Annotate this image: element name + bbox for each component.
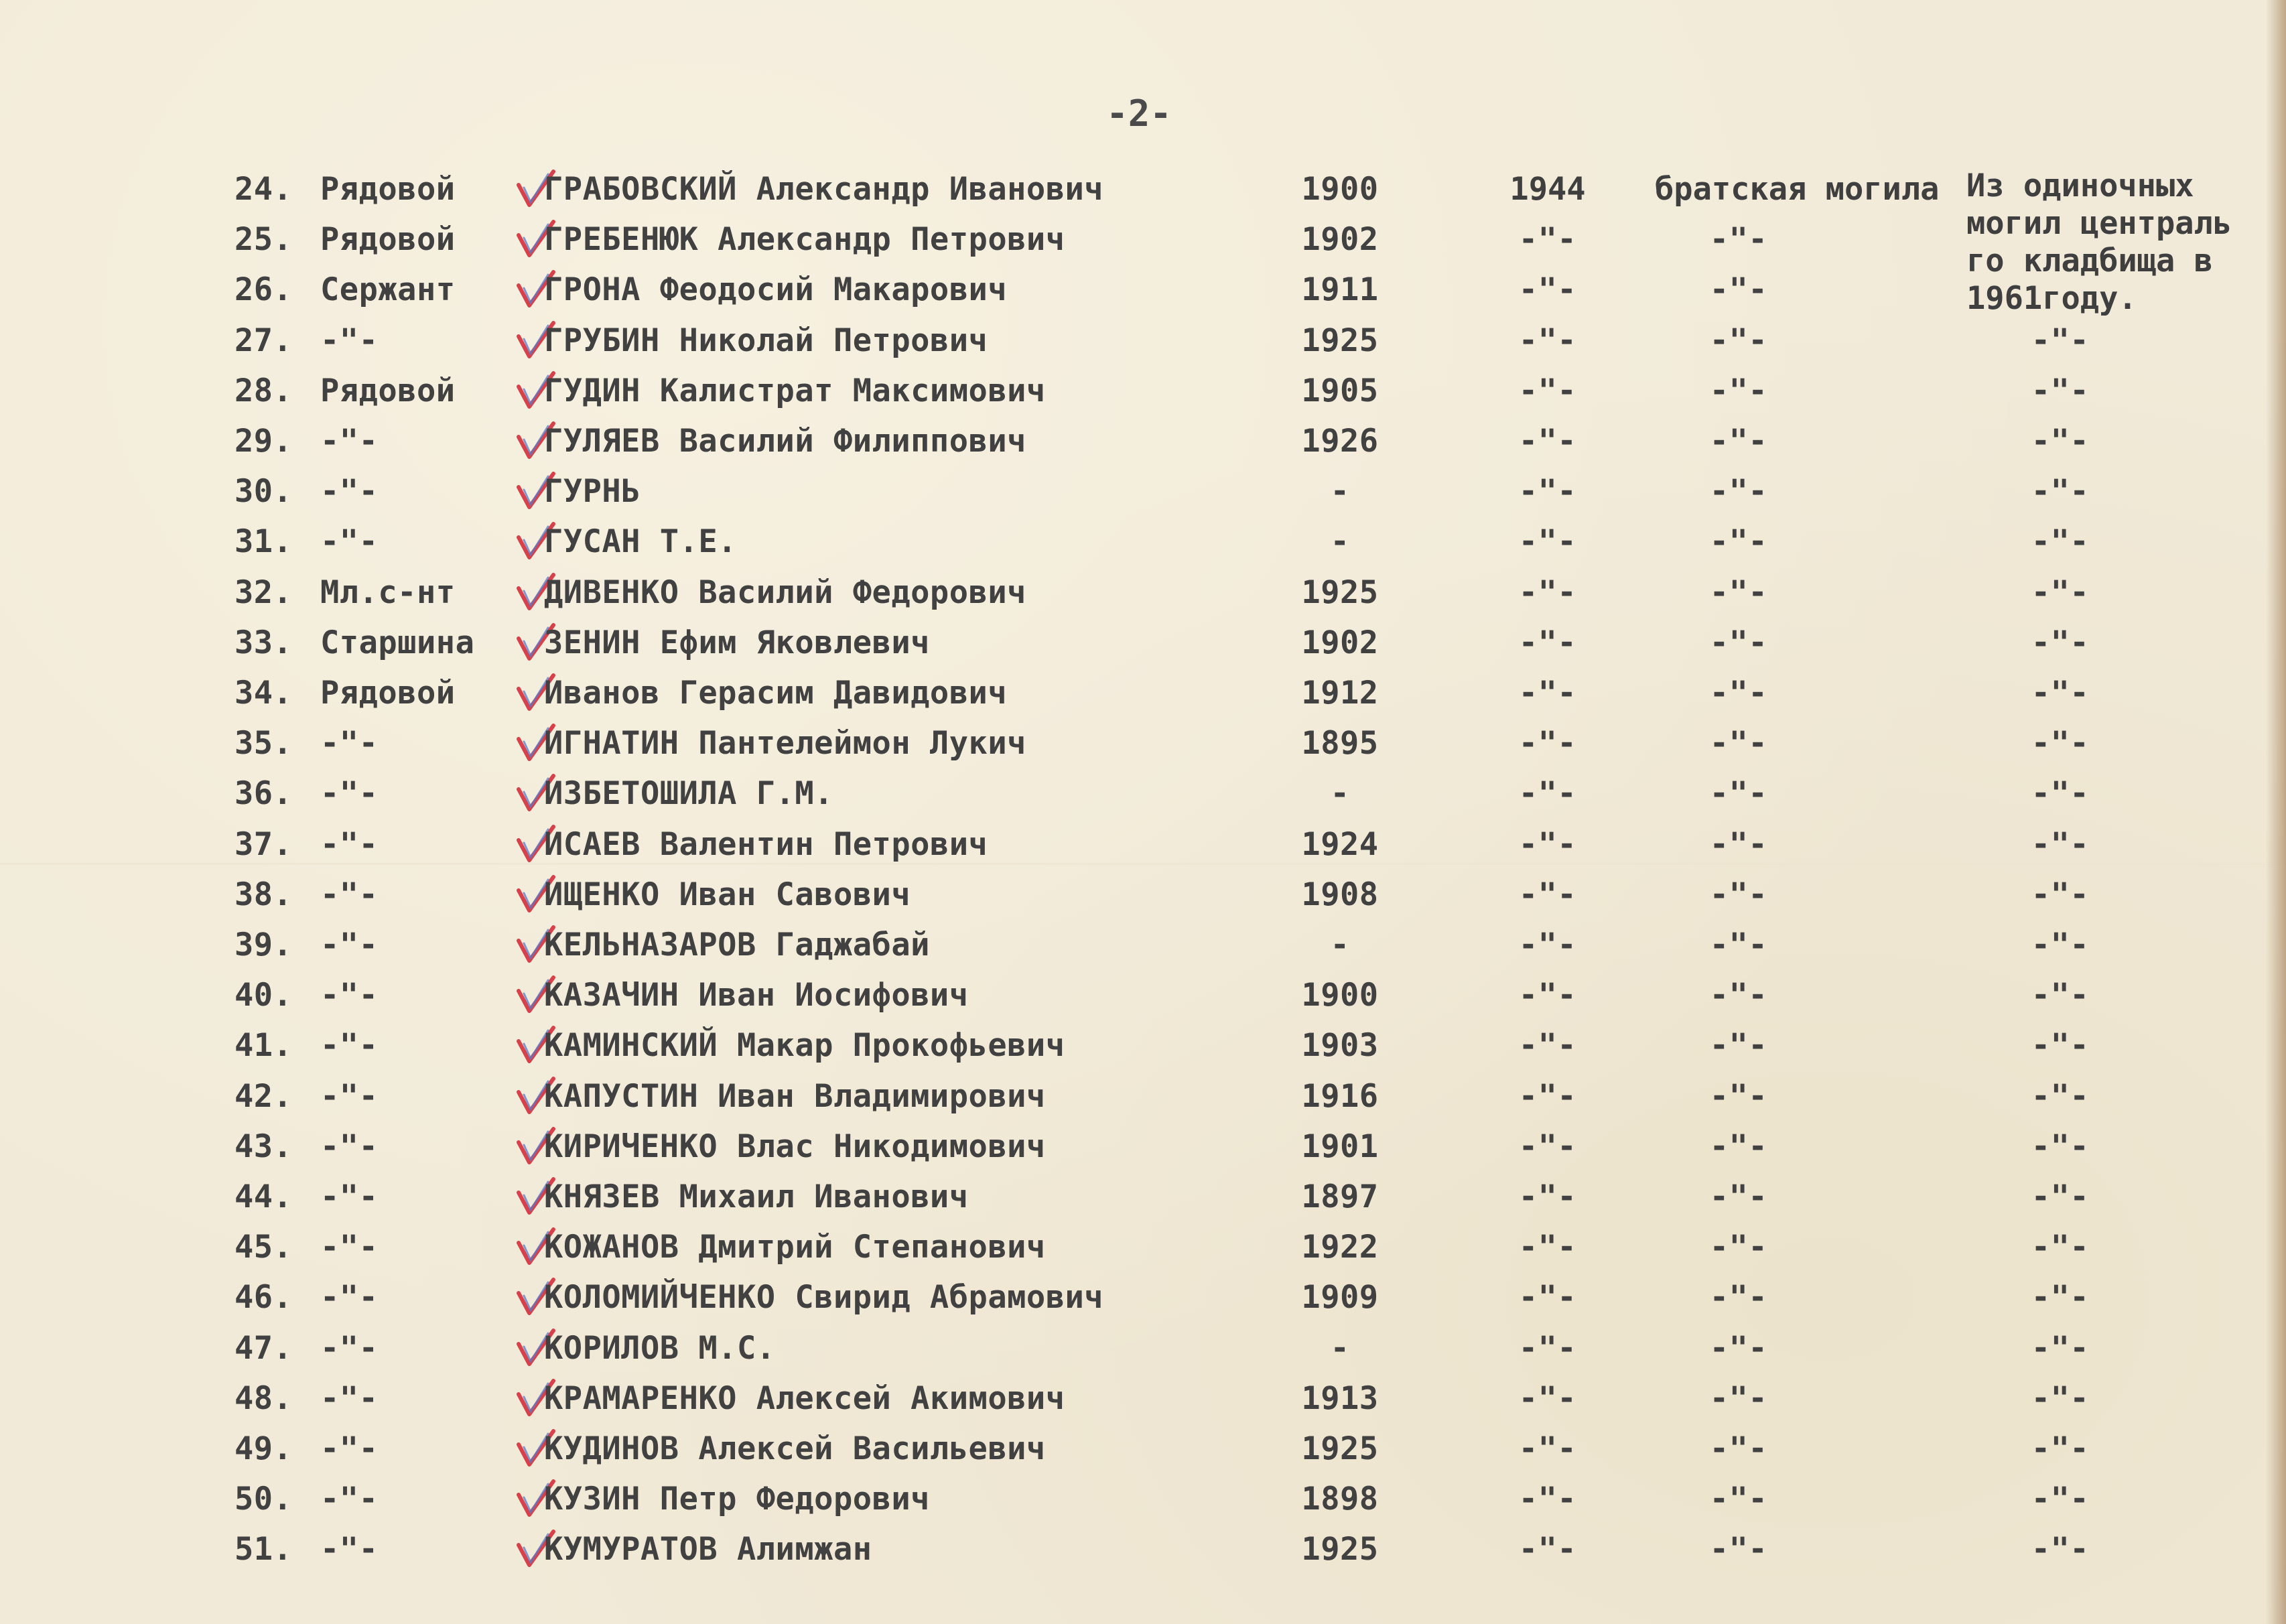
rank: -"- [320, 473, 379, 511]
death-year: -"- [1518, 1128, 1577, 1165]
table-row [0, 1426, 2286, 1473]
rank: -"- [320, 927, 379, 963]
death-year: -"- [1518, 473, 1577, 511]
row-number: 28. [234, 372, 293, 409]
death-year: -"- [1518, 221, 1577, 259]
row-number: 44. [234, 1178, 293, 1215]
rank: Рядовой [320, 372, 456, 409]
birth-year: 1902 [1301, 624, 1379, 661]
burial-place: -"- [1709, 725, 1768, 762]
death-year: -"- [1518, 1430, 1577, 1467]
birth-year: 1911 [1301, 271, 1379, 309]
table-row [0, 519, 2286, 565]
row-number: 31. [234, 523, 293, 561]
burial-place: -"- [1709, 876, 1768, 913]
row-number: 41. [234, 1027, 293, 1065]
burial-place: -"- [1709, 423, 1768, 460]
row-number: 51. [234, 1531, 293, 1568]
death-year: -"- [1518, 523, 1577, 561]
death-year: -"- [1518, 1178, 1577, 1215]
burial-place: -"- [1709, 573, 1768, 611]
reburial-note-ditto: -"- [2031, 423, 2090, 460]
birth-year: 1901 [1301, 1128, 1379, 1165]
birth-year: 1909 [1301, 1279, 1379, 1316]
row-number: 42. [234, 1077, 293, 1115]
soldier-name: КРАМАРЕНКО Алексей Акимович [544, 1379, 1065, 1417]
burial-place: -"- [1709, 523, 1768, 561]
table-row [0, 1022, 2286, 1069]
soldier-name: ГУЛЯЕВ Василий Филиппович [544, 423, 1026, 460]
table-row [0, 1526, 2286, 1573]
soldier-name: ИСАЕВ Валентин Петрович [544, 825, 988, 863]
death-year: -"- [1518, 725, 1577, 762]
burial-place: -"- [1709, 1027, 1768, 1065]
birth-year: - [1330, 775, 1350, 813]
reburial-note-ditto: -"- [2031, 1027, 2090, 1065]
row-number: 26. [234, 271, 293, 309]
birth-year: 1900 [1301, 171, 1379, 208]
rank: -"- [320, 1027, 379, 1065]
reburial-note-ditto: -"- [2031, 977, 2090, 1014]
death-year: -"- [1518, 1229, 1577, 1266]
death-year: -"- [1518, 624, 1577, 661]
reburial-note-line: Из одиночных [1966, 167, 2194, 204]
table-row [0, 1224, 2286, 1271]
reburial-note-line: могил централь [1966, 205, 2232, 242]
table-row [0, 1124, 2286, 1170]
birth-year: - [1330, 1329, 1350, 1367]
soldier-name: КАПУСТИН Иван Владимирович [544, 1077, 1046, 1115]
burial-place: -"- [1709, 675, 1768, 712]
burial-place: -"- [1709, 977, 1768, 1014]
reburial-note-ditto: -"- [2031, 725, 2090, 762]
soldier-name: ИЗБЕТОШИЛА Г.М. [544, 775, 833, 813]
row-number: 49. [234, 1430, 293, 1467]
rank: Рядовой [320, 171, 456, 208]
burial-place: -"- [1709, 1229, 1768, 1266]
death-year: -"- [1518, 1077, 1577, 1115]
reburial-note-ditto: -"- [2031, 1481, 2090, 1518]
rank: -"- [320, 423, 379, 460]
table-row [0, 770, 2286, 817]
birth-year: 1925 [1301, 322, 1379, 359]
reburial-note-ditto: -"- [2031, 322, 2090, 359]
birth-year: 1897 [1301, 1178, 1379, 1215]
birth-year: 1925 [1301, 1531, 1379, 1568]
burial-place: -"- [1709, 1481, 1768, 1518]
rank: -"- [320, 1329, 379, 1367]
table-row [0, 720, 2286, 767]
reburial-note-ditto: -"- [2031, 876, 2090, 913]
table-row [0, 318, 2286, 364]
birth-year: 1908 [1301, 876, 1379, 913]
row-number: 36. [234, 775, 293, 813]
reburial-note-ditto: -"- [2031, 825, 2090, 863]
rank: Старшина [320, 624, 475, 661]
birth-year: 1900 [1301, 977, 1379, 1014]
rank: Рядовой [320, 221, 456, 259]
death-year: -"- [1518, 271, 1577, 309]
row-number: 46. [234, 1279, 293, 1316]
death-year: -"- [1518, 927, 1577, 963]
burial-place: -"- [1709, 221, 1768, 259]
soldier-name: ИЩЕНКО Иван Савович [544, 876, 911, 913]
row-number: 35. [234, 725, 293, 762]
reburial-note-ditto: -"- [2031, 473, 2090, 511]
birth-year: 1913 [1301, 1379, 1379, 1417]
death-year: -"- [1518, 1027, 1577, 1065]
reburial-note-ditto: -"- [2031, 1329, 2090, 1367]
reburial-note-line: 1961году. [1966, 280, 2137, 317]
soldier-name: ЗЕНИН Ефим Яковлевич [544, 624, 930, 661]
table-row [0, 267, 2286, 314]
soldier-name: КОЖАНОВ Дмитрий Степанович [544, 1229, 1046, 1266]
burial-place: -"- [1709, 1178, 1768, 1215]
row-number: 33. [234, 624, 293, 661]
soldier-name: ГРОНА Феодосий Макарович [544, 271, 1008, 309]
rank: Сержант [320, 271, 456, 309]
reburial-note-ditto: -"- [2031, 675, 2090, 712]
reburial-note-ditto: -"- [2031, 1229, 2090, 1266]
row-number: 47. [234, 1329, 293, 1367]
row-number: 29. [234, 423, 293, 460]
rank: -"- [320, 1481, 379, 1518]
burial-place: -"- [1709, 1279, 1768, 1316]
soldier-name: КНЯЗЕВ Михаил Иванович [544, 1178, 969, 1215]
birth-year: 1898 [1301, 1481, 1379, 1518]
soldier-name: ГРАБОВСКИЙ Александр Иванович [544, 171, 1104, 208]
reburial-note-ditto: -"- [2031, 1128, 2090, 1165]
death-year: -"- [1518, 977, 1577, 1014]
row-number: 45. [234, 1229, 293, 1266]
rank: -"- [320, 1128, 379, 1165]
table-row [0, 1274, 2286, 1321]
rank: -"- [320, 322, 379, 359]
burial-place: -"- [1709, 322, 1768, 359]
burial-place: -"- [1709, 473, 1768, 511]
rank: -"- [320, 1531, 379, 1568]
rank: -"- [320, 1077, 379, 1115]
rank: -"- [320, 977, 379, 1014]
reburial-note-ditto: -"- [2031, 1531, 2090, 1568]
burial-place: -"- [1709, 825, 1768, 863]
birth-year: 1924 [1301, 825, 1379, 863]
soldier-name: ДИВЕНКО Василий Федорович [544, 573, 1026, 611]
birth-year: - [1330, 473, 1350, 511]
death-year: -"- [1518, 423, 1577, 460]
table-row [0, 972, 2286, 1019]
row-number: 24. [234, 171, 293, 208]
death-year: -"- [1518, 675, 1577, 712]
page-number: -2- [1106, 92, 1172, 135]
row-number: 30. [234, 473, 293, 511]
table-row [0, 569, 2286, 616]
table-row [0, 872, 2286, 919]
death-year: -"- [1518, 1481, 1577, 1518]
soldier-name: ГУДИН Калистрат Максимович [544, 372, 1046, 409]
row-number: 27. [234, 322, 293, 359]
burial-place: -"- [1709, 927, 1768, 963]
death-year: -"- [1518, 573, 1577, 611]
row-number: 37. [234, 825, 293, 863]
soldier-name: КЕЛЬНАЗАРОВ Гаджабай [544, 927, 930, 963]
soldier-name: КАМИНСКИЙ Макар Прокофьевич [544, 1027, 1065, 1065]
soldier-name: ГРЕБЕНЮК Александр Петрович [544, 221, 1065, 259]
rank: -"- [320, 775, 379, 813]
reburial-note-ditto: -"- [2031, 1430, 2090, 1467]
reburial-note-ditto: -"- [2031, 1077, 2090, 1115]
burial-place: -"- [1709, 372, 1768, 409]
birth-year: 1912 [1301, 675, 1379, 712]
rank: Рядовой [320, 675, 456, 712]
reburial-note-ditto: -"- [2031, 1178, 2090, 1215]
table-row [0, 1375, 2286, 1422]
soldier-name: КУДИНОВ Алексей Васильевич [544, 1430, 1046, 1467]
soldier-name: КАЗАЧИН Иван Иосифович [544, 977, 969, 1014]
table-row [0, 418, 2286, 465]
burial-place: -"- [1709, 271, 1768, 309]
death-year: -"- [1518, 322, 1577, 359]
death-year: -"- [1518, 876, 1577, 913]
soldier-name: КОЛОМИЙЧЕНКО Свирид Абрамович [544, 1279, 1104, 1316]
reburial-note-ditto: -"- [2031, 1279, 2090, 1316]
reburial-note-ditto: -"- [2031, 1379, 2090, 1417]
burial-place: -"- [1709, 1329, 1768, 1367]
burial-place: -"- [1709, 1128, 1768, 1165]
table-row [0, 1174, 2286, 1221]
birth-year: - [1330, 523, 1350, 561]
soldier-name: ИГНАТИН Пантелеймон Лукич [544, 725, 1026, 762]
row-number: 43. [234, 1128, 293, 1165]
burial-place: -"- [1709, 775, 1768, 813]
burial-place: -"- [1709, 1379, 1768, 1417]
table-row [0, 368, 2286, 415]
reburial-note-ditto: -"- [2031, 927, 2090, 963]
rank: -"- [320, 1379, 379, 1417]
rank: -"- [320, 523, 379, 561]
row-number: 50. [234, 1481, 293, 1518]
table-row [0, 620, 2286, 667]
birth-year: 1922 [1301, 1229, 1379, 1266]
birth-year: 1926 [1301, 423, 1379, 460]
soldier-name: Иванов Герасим Давидович [544, 675, 1008, 712]
table-row [0, 821, 2286, 868]
birth-year: 1905 [1301, 372, 1379, 409]
rank: -"- [320, 1279, 379, 1316]
rank: -"- [320, 825, 379, 863]
table-row [0, 166, 2286, 213]
table-row [0, 922, 2286, 969]
soldier-name: КИРИЧЕНКО Влас Никодимович [544, 1128, 1046, 1165]
reburial-note-ditto: -"- [2031, 775, 2090, 813]
burial-place: -"- [1709, 624, 1768, 661]
birth-year: 1925 [1301, 1430, 1379, 1467]
death-year-first: 1944 [1509, 171, 1586, 208]
soldier-name: ГУРНЬ [544, 473, 641, 511]
soldier-name: КУМУРАТОВ Алимжан [544, 1531, 872, 1568]
rank: -"- [320, 725, 379, 762]
burial-place: -"- [1709, 1077, 1768, 1115]
death-year: -"- [1518, 825, 1577, 863]
birth-year: 1925 [1301, 573, 1379, 611]
row-number: 32. [234, 573, 293, 611]
reburial-note-ditto: -"- [2031, 372, 2090, 409]
death-year: -"- [1518, 1531, 1577, 1568]
rank: -"- [320, 1178, 379, 1215]
death-year: -"- [1518, 372, 1577, 409]
row-number: 40. [234, 977, 293, 1014]
burial-place: -"- [1709, 1531, 1768, 1568]
birth-year: - [1330, 927, 1350, 963]
soldier-name: КУЗИН Петр Федорович [544, 1481, 930, 1518]
rank: Мл.с-нт [320, 573, 456, 611]
rank: -"- [320, 876, 379, 913]
table-row [0, 1476, 2286, 1523]
rank: -"- [320, 1430, 379, 1467]
birth-year: 1902 [1301, 221, 1379, 259]
soldier-name: ГУСАН Т.Е. [544, 523, 737, 561]
row-number: 25. [234, 221, 293, 259]
death-year: -"- [1518, 1279, 1577, 1316]
soldier-name: ГРУБИН Николай Петрович [544, 322, 988, 359]
birth-year: 1895 [1301, 725, 1379, 762]
table-row [0, 216, 2286, 263]
row-number: 34. [234, 675, 293, 712]
burial-place: -"- [1709, 1430, 1768, 1467]
table-row [0, 468, 2286, 515]
soldier-name: КОРИЛОВ М.С. [544, 1329, 776, 1367]
row-number: 38. [234, 876, 293, 913]
table-row [0, 670, 2286, 717]
row-number: 48. [234, 1379, 293, 1417]
death-year: -"- [1518, 1379, 1577, 1417]
table-row [0, 1073, 2286, 1120]
rank: -"- [320, 1229, 379, 1266]
reburial-note-ditto: -"- [2031, 523, 2090, 561]
burial-place-first: братская могила [1655, 171, 1940, 208]
birth-year: 1916 [1301, 1077, 1379, 1115]
reburial-note-ditto: -"- [2031, 573, 2090, 611]
birth-year: 1903 [1301, 1027, 1379, 1065]
death-year: -"- [1518, 775, 1577, 813]
table-row [0, 1325, 2286, 1372]
reburial-note-line: го кладбища в [1966, 243, 2213, 279]
reburial-note-ditto: -"- [2031, 624, 2090, 661]
row-number: 39. [234, 927, 293, 963]
death-year: -"- [1518, 1329, 1577, 1367]
